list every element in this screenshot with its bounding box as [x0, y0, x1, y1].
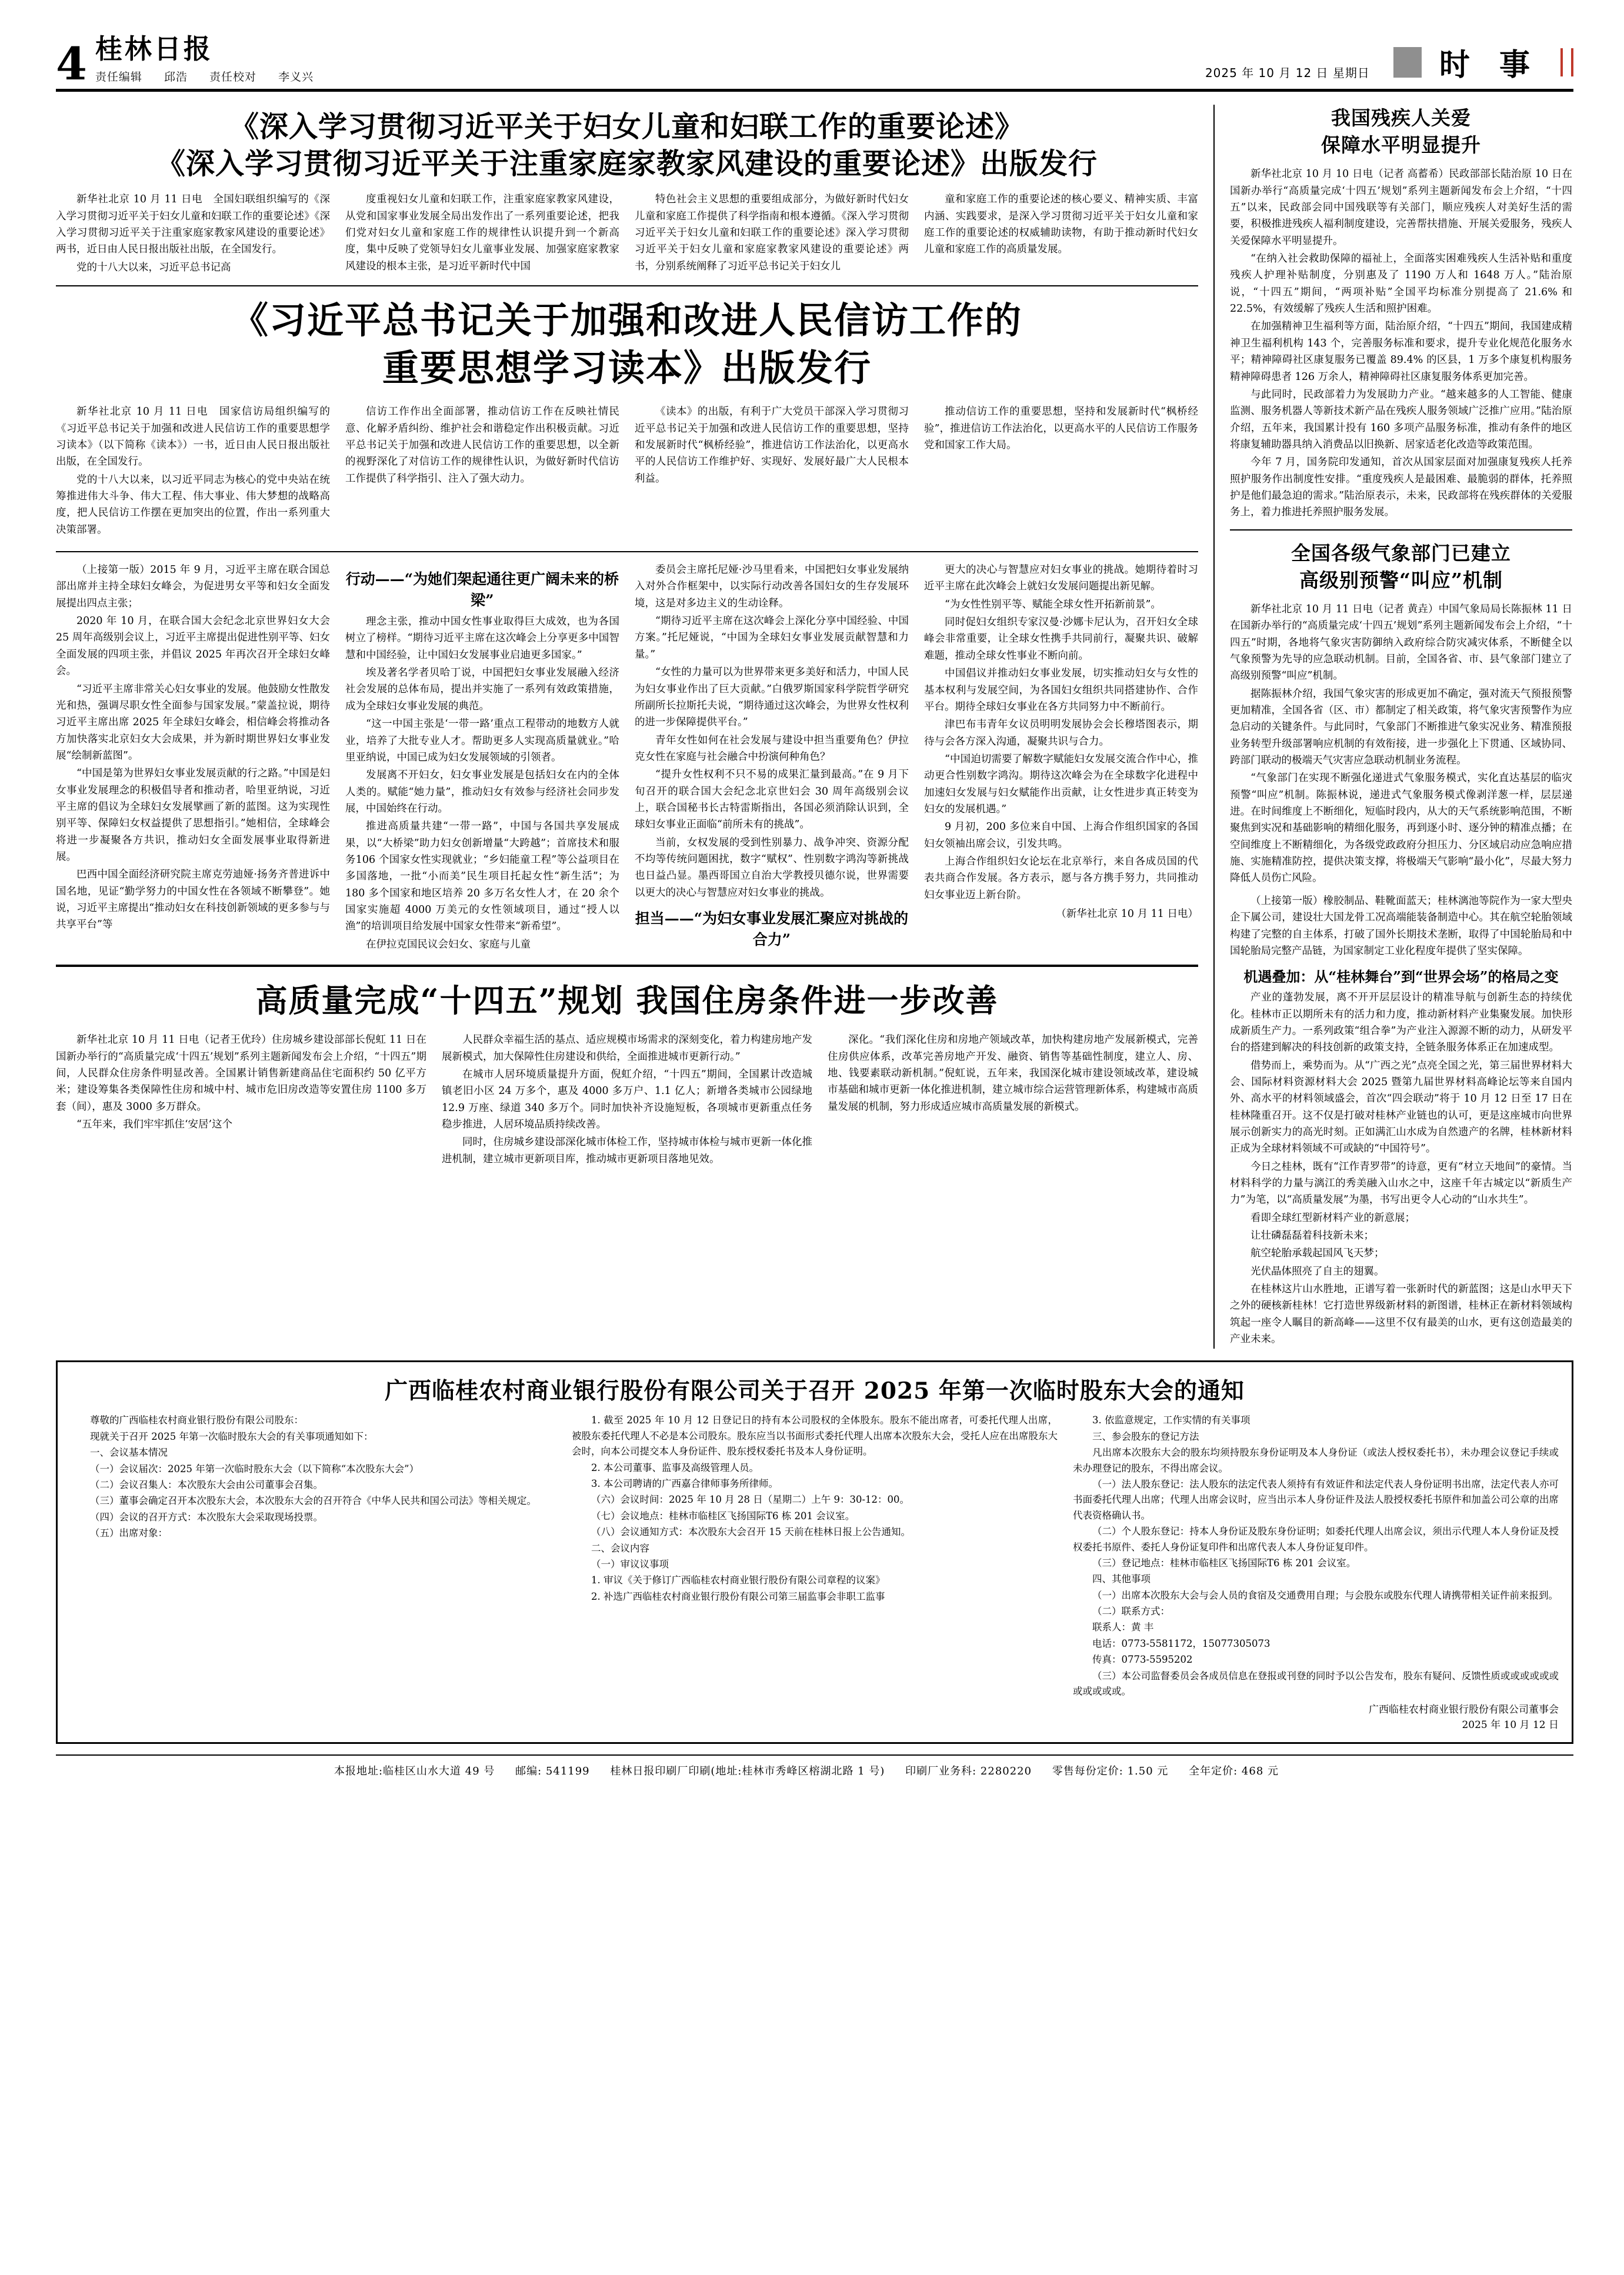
- proof-label: 责任校对: [209, 71, 257, 84]
- story-2-col-4: 推动信访工作的重要思想，坚持和发展新时代“枫桥经验”，推进信访工作法治化，以更高水平的人民信访工作服务党和国家工作大局。: [924, 406, 1198, 452]
- story-3-col-2-text: 理念主张，推动中国女性事业取得巨大成效，也为各国树立了榜样。“期待习近平主席在这次峰会上分享更多中国智慧和中国经验，让中国妇女发展事业启迪更多国家。” 埃及著名学者贝哈丁说，中国把妇女事业发展融入经济社会发展的总体布局，提出并实施了一系列有效政策措施，成为全球妇女事业发展的典范。 “这一中国主张是‘一带一路’重点工程带动的地数方人就业，培养了大批专业人才。帮助更多人实现高质量就业。”哈里亚纳说，中国已成为妇女发展领域的引领者。 发展离不开妇女，妇女事业发展是包括妇女在内的全体人类的。赋能“她力量”，推动妇女有效参与经济社会同步发展，中国始终在行动。 推进高质量共建“一带一路”，中国与各国共享发展成果，以“大桥梁”助力妇女创新增量“大跨越”；首席技术和服务106 个国家女性实现就业；“乡妇能童工程”等公益项目在多国落地，一批“小而美”民生项目托起女性“新生活”；为 180 多个国家和地区培养 20 多万名女性人才，在 20 余个国家实施超 4000 万美元的女性领域项目，通过“授人以渔”的培训项目给发展中国家女性带来“新希望”。 在伊拉克国民议会妇女、家庭与儿童: [345, 616, 619, 950]
- right-story-1-headline-line-2: 保障水平明显提升: [1321, 134, 1481, 157]
- right-story-3-body: 产业的蓬勃发展，离不开开层层设计的精准导航与创新生态的持续优化。桂林市正以期所未有的活力和力度，推动新材料产业集聚发展。加快形成新质生产力。一系列政策“组合拳”为产业注入源源不断的动力，从研发平台的搭建到解决的科技创新的政策支持，全链条服务体系正在加速成型。 借势而上，乘势而为。从“广西之光”点亮全国之光，第三届世界材料大会、国际材料资源材料大会 2025 暨第九届世界材料高峰论坛等来自国内外、高水平的材料领域盛会，首次“四会联动”将于 10 月 12 日至 17 日在桂林隆重召开。这不仅是打破对桂林产业链也的认可，更是这座城市向世界展示创新实力的高光时刻。正如满汇山水成为自然遗产的名牌，桂林新材料正成为全球材料领域不可或缺的“中国符号”。 今日之桂林，既有“江作青罗带”的诗意，更有“材立天地间”的豪情。当材料科学的力量与漓江的秀美融入山水之中，这座千年古城定以“新质生产力”为笔，以“高质量发展”为墨，书写出更令人心动的“山水共生”。 看即全球红型新材料产业的新意展； 让壮磷磊磊着科技新未来； 航空轮胎承载起国风飞天梦； 光伏晶体照亮了自主的翅翼。 在桂林这片山水胜地，正谱写着一张新时代的新蓝图；这是山水甲天下之外的硬核新桂林！它打造世界级新材料的新图谱，桂林正在新材料领域构筑起一座令人瞩目的新高峰——这里不仅有最美的山水，更有这创造最美的产业未来。: [1230, 992, 1572, 1346]
- masthead-credits: [95, 68, 331, 84]
- right-column-zone: [1215, 105, 1572, 1349]
- story-1-col-1: 新华社北京 10 月 11 日电 全国妇联组织编写的《深入学习贯彻习近平关于妇女儿童和妇联工作的重要论述》《深入学习贯彻习近平关于注重家庭家教家风建设的重要论述》两书，近日由人民日报出版社出版，在全国发行。 党的十八大以来，习近平总书记高: [56, 194, 330, 273]
- left-column-zone: [56, 105, 1215, 1349]
- story-3-signature: （新华社北京 10 月 11 日电）: [1056, 908, 1198, 920]
- footer-address: 本报地址:临桂区山水大道 49 号: [334, 1765, 495, 1778]
- story-2-headline-line-1: 《习近平总书记关于加强和改进人民信访工作的: [231, 299, 1022, 342]
- footer-printer: 桂林日报印刷厂印刷(地址:桂林市秀峰区榕湖北路 1 号): [610, 1765, 885, 1778]
- right-story-2-headline: [1230, 540, 1572, 594]
- story-2-body: [56, 403, 1198, 539]
- shareholder-notice-box: [56, 1360, 1573, 1744]
- footer-price: 零售每份定价: 1.50 元: [1052, 1765, 1169, 1778]
- story-3-col-3: [635, 562, 909, 954]
- notice-signature-date: 2025 年 10 月 12 日: [1462, 1719, 1559, 1731]
- story-1-body: [56, 191, 1198, 277]
- right-story-3-jump-note: （上接第一版）橡胶制品、鞋靴面蓝天；桂林漓池等院作为一家大型央企下属公司，建设壮大国龙骨工况高端能装备制造中心。其在航空轮胎领域构建了完整的自主体系，打破了国外长期技术垄断，取得了中国轮胎局和中国轮胎局完整产品链，为国家制定工业化程度年提供了坚实保障。: [1230, 895, 1572, 957]
- story-1-col-2: 度重视妇女儿童和妇联工作，注重家庭家教家风建设，从党和国家事业发展全局出发作出了一系列重要论述，把我们党对妇女儿童和家庭工作的规律性认识提升到一个新高度，集中反映了党领导妇女儿童事业发展、加强家庭家教家风建设的根本主张，是习近平新时代中国: [345, 194, 619, 272]
- right-story-1-body: 新华社北京 10 月 10 日电（记者 高蓄希）民政部部长陆治原 10 日在国新办举行“高质量完成‘十四五’规划”系列主题新闻发布会上介绍，“十四五”以来，民政部会同中国残联等有关部门，顺应残疾人对美好生活的需要，积极推进残疾人福利制度建设，完善帮扶措施、开展关爱服务，残疾人关爱保障水平明显提升。 “在纳入社会救助保障的福祉上，全面落实困难残疾人生活补贴和重度残疾人护理补贴制度，分别惠及了 1190 万人和 1648 万人。”陆治原说，“十四五”期间，“两项补贴”全国平均标准分别提高了 21.6% 和 22.5%，有效缓解了残疾人生活和照护困难。 在加强精神卫生福利等方面，陆治原介绍，“十四五”期间，我国建成精神卫生福利机构 143 个，完善服务标准和要求，提升专业化规范化服务水平；精神障碍社区康复服务已覆盖 89.4% 的区县，1 万多个康复机构服务精神障碍患者 126 万余人，精神障碍社区康复服务体系更加完善。 与此同时，民政部着力为发展助力产业。“越来越多的人工智能、健康监测、服务机器人等新技术新产品在残疾人服务领域广泛推广应用。”陆治原介绍，五年来，我国累计投有 160 多项产品服务标准，推动有条件的地区将康复辅助器具纳入消费品以旧换新、居家适老化改造等政策范围。 今年 7 月，国务院印发通知，首次从国家层面对加强康复残疾人托养照护服务作出制度性安排。“重度残疾人是最困难、最脆弱的群体，托养照护是他们最急迫的需求。”陆治原表示，未来，民政部将在残疾群体的关爱服务上，着力推进托养照护服务发展。: [1230, 168, 1572, 519]
- story-2-headline: [56, 297, 1198, 392]
- masthead: [56, 35, 1573, 92]
- notice-col-3-text: 3. 依监意规定，工作实情的有关事项 三、参会股东的登记方法 凡出席本次股东大会的股东均须持股东身份证明及本人身份证（或法人授权委托书），未办理会议登记手续或未办理登记的股东，不得出席会议。 （一）法人股东登记：法人股东的法定代表人须持有有效证件和法定代表人身份证明书出席，法定代表人亦可书面委托代理人出席；代理人出席会议时，应当出示本人身份证件及法人股授权委托书原件和加盖公司公章的出席代表资格确认书。 （二）个人股东登记：持本人身份证及股东身份证明；如委托代理人出席会议，须出示代理人本人身份证及授权委托书原件、委托人身份证复印件和出席代表人本人身份证复印件。 （三）登记地点：桂林市临桂区飞扬国际T6 栋 201 会议室。 四、其他事项 （一）出席本次股东大会与会人员的食宿及交通费用自理；与会股东或股东代理人请携带相关证件前来报到。 （二）联系方式： 联系人：黄 丰 电话：0773-5581172，15077305073 传真：0773-5595202 （三）本公司监督委员会各成员信息在登报或刊登的同时予以公告发布，股东有疑问、反馈性质或或或或或或或或或或或。: [1073, 1415, 1559, 1697]
- story-3-col-1-text: 2020 年 10 月，在联合国大会纪念北京世界妇女大会 25 周年高级别会议上，习近平主席提出促进性别平等、妇女全面发展的四项主张，并倡议 2025 年再次召开全球妇女峰会。 “习近平主席非常关心妇女事业的发展。他鼓励女性散发光和热，强调尽职女性全面参与国家发展。”蒙盖拉说，期待习近平主席出席 2025 年全球妇女峰会，相信峰会将推动各方加快落实北京妇女大会成果，并为新时期世界妇女事业发展“绘制新蓝图”。 “中国是第为世界妇女事业发展贡献的行之路。”中国是妇女事业发展理念的积极倡导者和推动者，哈里亚纳说，习近平主席的倡议为全球妇女发展擘画了新的蓝图。这为实现性别平等、保障妇女权益提供了思想指引。”她相信，全球峰会将进一步凝聚各方共识，推动妇女全面发展事业取得新进展。 巴西中国全面经济研究院主席克劳迪娅·扬务齐普进诉中国名地，见证“勤学努力的中国女性在各领域不断攀登”。她说，习近平主席提出“推动妇女在科技创新领域的更多参与与共享平台”等: [56, 615, 330, 931]
- proof-name: 李义兴: [278, 71, 314, 84]
- right-story-2-headline-line-2: 高级别预警“叫应”机制: [1299, 568, 1503, 592]
- footer-ad-dept: 印刷厂业务科: 2280220: [905, 1765, 1032, 1778]
- masthead-rule: [1560, 48, 1573, 76]
- notice-title: 广西临桂农村商业银行股份有限公司关于召开 2025 年第一次临时股东大会的通知: [385, 1377, 1245, 1405]
- footer-yearly-price: 全年定价: 468 元: [1189, 1765, 1279, 1778]
- right-story-2-headline-line-1: 全国各级气象部门已建立: [1291, 541, 1511, 565]
- story-4-body: [56, 1032, 1198, 1169]
- story-3-subhead-1: 行动——“为她们架起通往更广阔未来的桥梁”: [345, 571, 619, 609]
- story-4-headline: 高质量完成“十四五”规划 我国住房条件进一步改善: [255, 981, 999, 1019]
- story-1-headline-line-2: 《深入学习贯彻习近平关于注重家庭家教家风建设的重要论述》出版发行: [156, 146, 1098, 181]
- section-marker: [1393, 47, 1422, 78]
- page-footer: [56, 1754, 1573, 1778]
- notice-col-1: 尊敬的广西临桂农村商业银行股份有限公司股东： 现就关于召开 2025 年第一次临时股东大会的有关事项通知如下： 一、会议基本情况 （一）会议届次：2025 年第一次临时股东大会（以下简称“本次股东大会”） （二）会议召集人：本次股东大会由公司董事会召集。 （三）董事会确定召开本次股东大会，本次股东大会的召开符合《中华人民共和国公司法》等相关规定。 （四）会议的召开方式：本次股东大会采取现场投票。 （五）出席对象：: [90, 1415, 536, 1539]
- story-2-col-2: 信访工作作出全面部署，推动信访工作在反映社情民意、化解矛盾纠纷、维护社会和谐稳定作出积极贡献。习近平总书记关于加强和改进人民信访工作的重要思想，以全新的视野深化了对信访工作的规律性认识，为做好新时代信访工作提供了科学指引、注入了强大动力。: [345, 406, 619, 485]
- editor-label: 责任编辑: [95, 71, 142, 84]
- notice-col-3: [1073, 1413, 1559, 1733]
- story-1-col-3: 特色社会主义思想的重要组成部分，为做好新时代妇女儿童和家庭工作提供了科学指南和根本遵循。《深入学习贯彻习近平关于妇女儿童和妇联工作的重要论述》深入学习贯彻习近平关于妇女儿童和家庭家教家风建设的重要论述》两书，分别系统阐释了习近平总书记关于妇女儿: [635, 194, 909, 272]
- right-story-3-subhead: 机遇叠加：从“桂林舞台”到“世界会场”的格局之变: [1243, 968, 1559, 986]
- paper-title: 桂林日报: [95, 33, 213, 65]
- story-4-col-2: 人民群众幸福生活的基点、适应规模市场需求的深刻变化，着力构建房地产发展新模式，加大保障性住房建设和供给，全面推进城市更新行动。” 在城市人居环境质量提升方面，倪虹介绍，“十四五”期间，全国累计改造城镇老旧小区 24 万多个，惠及 4000 多万户、1.1 亿人；新增各类城市公园绿地 12.9 万座、绿道 340 多万个。同时加快补齐设施短板，各项城市更新重点任务稳步推进，人居环境品质持续改善。 同时，住房城乡建设部深化城市体检工作，坚持城市体检与城市更新一体化推进机制，建立城市更新项目库，推动城市更新项目落地见效。: [442, 1034, 812, 1165]
- story-1-headline: [56, 108, 1198, 182]
- story-1-col-4: 童和家庭工作的重要论述的核心要义、精神实质、丰富内涵、实践要求，是深入学习贯彻习近平关于妇女儿童和家庭工作的重要论述的权威辅助读物，有助于推动新时代妇女儿童和家庭工作的高质量发展。: [924, 194, 1198, 256]
- story-1-headline-line-1: 《深入学习贯彻习近平关于妇女儿童和妇联工作的重要论述》: [229, 109, 1024, 144]
- footer-postcode: 邮编: 541199: [515, 1765, 590, 1778]
- story-3-col-4: [924, 562, 1198, 954]
- story-2-col-3: 《读本》的出版，有利于广大党员干部深入学习贯彻习近平总书记关于加强和改进人民信访工作的重要思想，坚持和发展新时代“枫桥经验”，推进信访工作法治化，以更高水平的人民信访工作维护好、实现好、发展好最广大人民根本利益。: [635, 406, 909, 485]
- story-3-jump-note: （上接第一版）2015 年 9 月，习近平主席在联合国总部出席并主持全球妇女峰会，为促进男女平等和妇女全面发展提出四点主张；: [56, 564, 330, 609]
- story-3-col-4-text: 更大的决心与智慧应对妇女事业的挑战。她期待着时习近平主席在此次峰会上就妇女发展问题提出新见解。 “为女性性别平等、赋能全球女性开拓新前景”。 同时促妇女组织专家汉曼·沙娜卡尼认为，召开妇女全球峰会非常重要，让全球女性携手共同前行，凝聚共识、破解难题，推动全球女性事业不断向前。 中国倡议并推动妇女事业发展，切实推动妇女与女性的基本权利与发展空间，为各国妇女组织共同搭建协作、合作平台。期待全球妇女事业在各方共同努力中不断前行。 津巴布韦青年女议员明明发展协会会长穆塔图表示，期待与会各方深入沟通，凝聚共识与合力。 “中国迫切需要了解数字赋能妇女发展交流合作中心，推动更合性别数字鸿沟。期待这次峰会为在全球数字化进程中加速妇女发展与妇女赋能作出贡献，让女性进步真正转变为妇女的发展机遇。” 9 月初，200 多位来自中国、上海合作组织国家的各国妇女领袖出席会议，引发共鸣。 上海合作组织妇女论坛在北京举行，来自各成员国的代表共商合作发展。各方表示，愿与各方携手努力，共同推动妇女事业迈上新台阶。: [924, 564, 1198, 901]
- story-3-col-1: [56, 562, 330, 954]
- right-story-1-headline-line-1: 我国残疾人关爱: [1331, 106, 1471, 129]
- story-4-col-1: 新华社北京 10 月 11 日电（记者王优玲）住房城乡建设部部长倪虹 11 日在国新办举行的“高质量完成‘十四五’规划”系列主题新闻发布会上介绍，“十四五”期间，人民群众住房条件明显改善。全国累计销售新建商品住宅面积约 50 亿平方米；建设筹集各类保障性住房和城中村、城市危旧房改造等安置住房 1100 多万套（间），惠及 3000 多万群众。 “五年来，我们牢牢抓住‘安居’这个: [56, 1034, 426, 1130]
- story-3-col-3-text: 委员会主席托尼娅·沙马里看来，中国把妇女事业发展纳入对外合作框架中，以实际行动改善各国妇女的生存发展环境，这是对多边主义的生动诠释。 “期待习近平主席在这次峰会上深化分享中国经验、中国方案。”托尼娅说，“中国为全球妇女事业发展贡献智慧和力量。” “女性的力量可以为世界带来更多美好和活力，中国人民为妇女事业作出了巨大贡献。”白俄罗斯国家科学院哲学研究所副所长拉斯托夫说，“期待通过这次峰会，为世界女性权利的进一步保障提供平台。” 青年女性如何在社会发展与建设中担当重要角色？伊拉克女性在家庭与社会融合中扮演何种角色？ “提升女性权利不只不易的成果汇量到最高。”在 9 月下旬召开的联合国大会纪念北京世妇会 30 周年高级别会议上，联合国秘书长古特雷斯指出，各国必须消除认识到，全球妇女事业正面临“前所未有的挑战”。 当前，女权发展的受到性别暴力、战争冲突、资源分配不均等传统问题困扰，数字“赋权”、性别数字鸿沟等新挑战也日益凸显。墨西哥国立自治大学教授贝德尔说，世界需要以更大的决心与智慧应对妇女事业的挑战。: [635, 564, 909, 899]
- notice-col-2: 1. 截至 2025 年 10 月 12 日登记日的持有本公司股权的全体股东。股东不能出席者，可委托代理人出席，被股东委托代理人不必是本公司股东。股东应当以书面形式委托代理人出席本次股东大会，受托人应在出席股东大会时，向本公司提交本人身份证件、股东授权委托书及本人身份证明。 2. 本公司董事、监事及高级管理人员。 3. 本公司聘请的广西嘉合律师事务所律师。 （六）会议时间：2025 年 10 月 28 日（星期二）上午 9：30-12：00。 （七）会议地点：桂林市临桂区飞扬国际T6 栋 201 会议室。 （八）会议通知方式：本次股东大会召开 15 天前在桂林日报上公告通知。 二、会议内容 （一）审议议事项 1. 审议《关于修订广西临桂农村商业银行股份有限公司章程的议案》 2. 补选广西临桂农村商业银行股份有限公司第三届监事会非职工监事: [572, 1415, 1058, 1602]
- right-story-2-body: 新华社北京 10 月 11 日电（记者 黄垚）中国气象局局长陈振林 11 日在国新办举行的“高质量完成‘十四五’规划”系列主题新闻发布会上介绍，“十四五”时期，各地将气象灾害防御纳入政府综合防灾减灾体系，不断健全以气象预警为先导的应急联动机制。目前，全国各省、市、县气象部门建立了高级别预警“叫应”机制。 据陈振林介绍，我国气象灾害的形成更加不确定，强对流天气预报预警更加精准，全国各省（区、市）都制定了相关政策，将气象灾害预警作为应急启动的关键条件。与此同时，气象部门不断推进气象实况业务、精准预报业务转型升级部署响应机制的有效衔接，进一步强化上下贯通、区域协同、跨部门联动的极端天气灾害应急联动机制业务流程。 “气象部门在实现不断强化递进式气象服务模式，实化直达基层的临灾预警“叫应”机制。陈振林说，递进式气象服务模式像剥洋葱一样，层层递进。在时间维度上不断细化，短临时段内，从大的天气系统影响范围，不断聚焦到实况和基础影响的精细化服务，再到逐小时、逐分钟的精准点播；在空间维度上不断精细化，为各级党政政府分担压力、分区域启动应急响应措施、实施精准防控，提供决策支撑，将极端天气影响“最小化”，尽最大努力降低人员伤亡风险。: [1230, 603, 1572, 885]
- story-3-subhead-2: 担当——“为妇女事业发展汇聚应对挑战的合力”: [635, 909, 909, 948]
- publication-date: 2025 年 10 月 12 日 星期日: [1205, 66, 1370, 80]
- story-3-body: [56, 562, 1198, 954]
- right-story-1-headline: [1230, 105, 1572, 159]
- editor-name: 邱浩: [164, 71, 188, 84]
- story-2-headline-line-2: 重要思想学习读本》出版发行: [382, 346, 872, 389]
- story-2-col-1: 新华社北京 10 月 11 日电 国家信访局组织编写的《习近平总书记关于加强和改进人民信访工作的重要思想学习读本》（以下简称《读本》）一书，近日由人民日报出版社出版，在全国发行。 党的十八大以来，以习近平同志为核心的党中央站在统筹推进伟大斗争、伟大工程、伟大事业、伟大梦想的战略高度，把人民信访工作摆在更加突出的位置，作出一系列重大决策部署。: [56, 406, 330, 536]
- notice-signature-org: 广西临桂农村商业银行股份有限公司董事会: [1369, 1704, 1559, 1716]
- story-4-col-3: 深化。“我们深化住房和房地产领域改革，加快构建房地产发展新模式，完善住房供应体系，改革完善房地产开发、融资、销售等基础性制度，建立人、房、地、钱要素联动新机制。”倪虹说，五年来，我国深化城市建设领域改革，建设城市基础和城市更新一体化推进机制，建立城市综合运营管理新体系，构建城市高质量发展的机制，努力形成适应城市高质量发展的新模式。: [828, 1034, 1198, 1113]
- story-3-col-2: [345, 562, 619, 954]
- page-number: 4: [56, 37, 87, 90]
- section-name: 时 事: [1439, 47, 1539, 83]
